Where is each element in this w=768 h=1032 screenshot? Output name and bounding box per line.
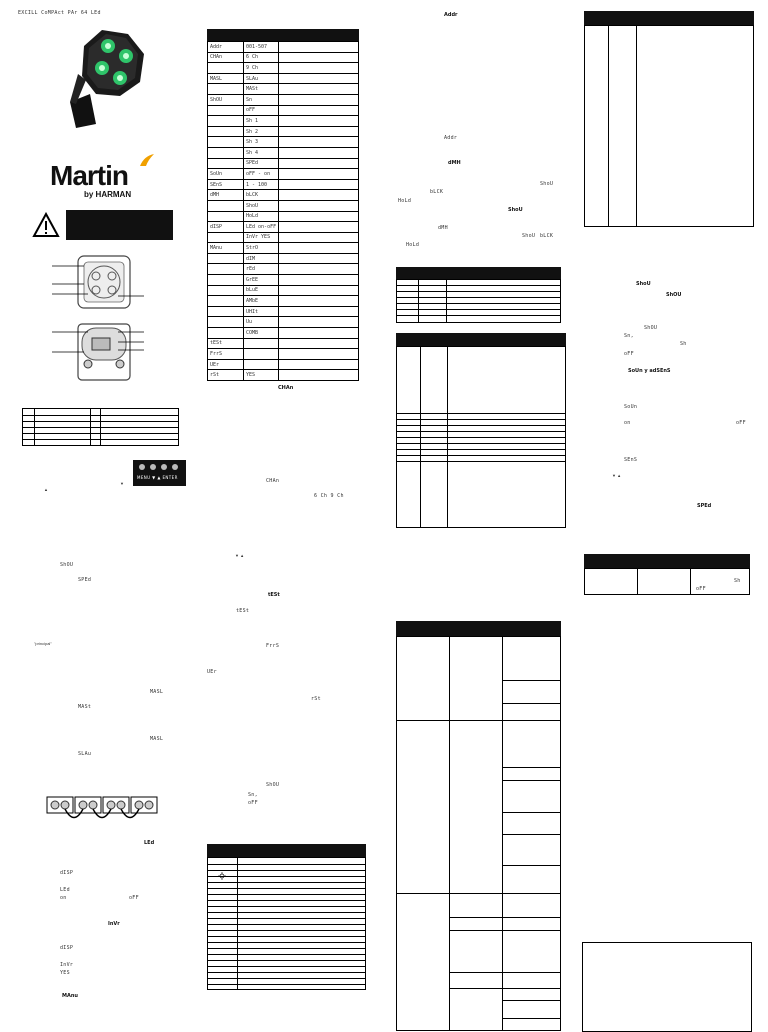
menu-option-cell: GrEE — [244, 275, 279, 286]
menu-table-row — [208, 264, 359, 275]
table-row-line — [449, 972, 561, 973]
function-table-header — [396, 621, 561, 636]
table-row-line — [502, 1018, 561, 1019]
sh-range: Sh — [680, 341, 687, 347]
speed-heading: SPEd — [697, 503, 712, 509]
menu-option-cell: 001-507 — [244, 42, 279, 53]
down-button[interactable] — [150, 464, 156, 470]
dmx-6ch-header — [396, 267, 561, 279]
channel-table-header — [584, 11, 754, 25]
table-row-line — [396, 443, 566, 444]
menu-description-cell — [279, 105, 359, 116]
off-label: oFF — [129, 895, 139, 901]
table-row-line — [207, 888, 366, 889]
table-row-line — [207, 984, 366, 985]
menu-option-cell: Uu — [244, 317, 279, 328]
table-row-line — [207, 954, 366, 955]
menu-option-cell: Sn — [244, 94, 279, 105]
menu-description-cell — [279, 359, 359, 370]
menu-option-cell: 1 - 100 — [244, 179, 279, 190]
up-label: ▲ — [157, 475, 161, 480]
menu-table-row — [208, 243, 359, 254]
table-row-line — [207, 966, 366, 967]
dmx-9ch-header — [396, 333, 566, 346]
menu-description-cell — [279, 190, 359, 201]
table-row-line — [449, 930, 561, 931]
table-row-line — [207, 882, 366, 883]
menu-table-row — [208, 359, 359, 370]
yes-label: YES — [60, 970, 70, 976]
table-row-line — [449, 917, 561, 918]
table-row-line — [207, 918, 366, 919]
menu-table-row — [208, 275, 359, 286]
show-label: ShOU — [60, 562, 74, 568]
brand-sub: by HARMAN — [84, 190, 132, 199]
show-heading-3: ShOU — [666, 292, 682, 298]
table-row-line — [207, 870, 366, 871]
menu-table-row — [208, 200, 359, 211]
up-arrow-icon: ▲ — [44, 487, 48, 492]
menu-table-row — [208, 73, 359, 84]
slav-label: SLAu — [78, 751, 92, 757]
product-image — [60, 24, 150, 130]
table-row-line — [396, 315, 561, 316]
table-row-line — [207, 900, 366, 901]
menu-option-cell: COMB — [244, 328, 279, 339]
sn-label-2: Sn, — [624, 333, 634, 339]
blck-label: bLCK — [430, 189, 444, 195]
menu-description-cell — [279, 158, 359, 169]
sens-label: SEnS — [624, 457, 638, 463]
mast-label: MASt — [78, 704, 92, 710]
table-row-line — [207, 960, 366, 961]
menu-function-cell — [208, 63, 244, 74]
off-label-3: oFF — [624, 351, 634, 357]
table-row-line — [502, 767, 561, 768]
menu-option-cell: YES — [244, 370, 279, 381]
sound-label: SoUn — [624, 404, 638, 410]
menu-option-cell: HoLd — [244, 211, 279, 222]
on-label: on — [60, 895, 67, 901]
menu-function-cell — [208, 147, 244, 158]
invr-label: InVr — [60, 962, 74, 968]
show-heading-2: ShoU — [636, 281, 651, 287]
table-row-line — [207, 972, 366, 973]
table-row-line — [207, 906, 366, 907]
menu-description-cell — [279, 285, 359, 296]
menu-function-cell: CHAn — [208, 52, 244, 63]
menu-table-row — [208, 116, 359, 127]
sn-label: Sn, — [248, 792, 258, 798]
menu-table-row — [208, 63, 359, 74]
menu-option-cell: LEd on-oFF — [244, 222, 279, 233]
up-button[interactable] — [161, 464, 167, 470]
menu-label: MENU — [137, 475, 151, 480]
menu-table-row — [208, 349, 359, 360]
test-heading: tESt — [268, 592, 280, 598]
warning-icon — [32, 212, 60, 238]
menu-table-row — [208, 158, 359, 169]
manual-heading: MAnu — [62, 993, 78, 999]
show-heading: ShoU — [508, 207, 523, 213]
principal-label: "principal" — [34, 641, 52, 646]
menu-description-cell — [279, 94, 359, 105]
menu-table-row — [208, 190, 359, 201]
table-row-line — [207, 930, 366, 931]
menu-function-cell — [208, 317, 244, 328]
menu-function-cell — [208, 275, 244, 286]
menu-button[interactable] — [139, 464, 145, 470]
menu-description-cell — [279, 84, 359, 95]
daisy-chain-diagram — [46, 796, 158, 826]
menu-table-row — [208, 306, 359, 317]
menu-description-cell — [279, 264, 359, 275]
menu-table-row — [208, 126, 359, 137]
disp-label: dISP — [60, 870, 74, 876]
dmx-table-header — [207, 844, 366, 857]
menu-option-cell: SPEd — [244, 158, 279, 169]
table-row-line — [396, 425, 566, 426]
menu-table-row — [208, 285, 359, 296]
menu-function-cell: ShOU — [208, 94, 244, 105]
off-label-2: oFF — [248, 800, 258, 806]
menu-function-cell — [208, 200, 244, 211]
table-row-line — [207, 912, 366, 913]
show-label-2: ShOU — [266, 782, 280, 788]
address-heading: Addr — [444, 12, 458, 18]
menu-function-cell: rSt — [208, 370, 244, 381]
menu-function-cell — [208, 306, 244, 317]
menu-function-cell: SoUn — [208, 169, 244, 180]
down-label: ▼ — [152, 475, 156, 480]
table-row-line — [207, 948, 366, 949]
table-row-line — [207, 864, 366, 865]
menu-option-cell: oFF — [244, 105, 279, 116]
menu-description-cell — [279, 179, 359, 190]
menu-option-cell: MASt — [244, 84, 279, 95]
table-row-line — [502, 1000, 561, 1001]
menu-function-cell: dISP — [208, 222, 244, 233]
fixture-diagram-rear — [48, 322, 152, 384]
table-row-line — [396, 455, 566, 456]
table-row-line — [396, 291, 561, 292]
table-row-line — [207, 936, 366, 937]
table-row-line — [207, 894, 366, 895]
menu-option-cell: dIM — [244, 253, 279, 264]
menu-function-cell — [208, 232, 244, 243]
menu-option-cell: UHIt — [244, 306, 279, 317]
menu-description-cell — [279, 73, 359, 84]
menu-function-cell — [208, 116, 244, 127]
speed-table-off: oFF — [696, 586, 706, 592]
enter-button[interactable] — [172, 464, 178, 470]
menu-function-cell — [208, 264, 244, 275]
menu-description-cell — [279, 211, 359, 222]
menu-description-cell — [279, 253, 359, 264]
menu-description-cell — [279, 116, 359, 127]
arrow-keys: ▼ ▲ — [235, 553, 245, 558]
hold-label-2: HoLd — [406, 242, 420, 248]
menu-description-cell — [279, 200, 359, 211]
firmware-label: FrrS — [266, 643, 280, 649]
menu-function-cell — [208, 296, 244, 307]
table-row-line — [502, 680, 561, 681]
menu-function-cell: Addr — [208, 42, 244, 53]
channel-heading: CHAn — [278, 385, 294, 391]
menu-option-cell: oFF - on — [244, 169, 279, 180]
table-row-line — [207, 876, 366, 877]
table-row-line — [502, 865, 561, 866]
menu-description-cell — [279, 317, 359, 328]
menu-description-cell — [279, 42, 359, 53]
control-panel — [133, 460, 186, 486]
menu-option-cell: StrO — [244, 243, 279, 254]
menu-option-cell: bLCK — [244, 190, 279, 201]
arrow-keys-2: ▼ ▲ — [612, 473, 622, 478]
dmx-label: dMH — [438, 225, 448, 231]
table-row-line — [502, 812, 561, 813]
show-label-4: ShoU — [522, 233, 536, 239]
menu-function-cell — [208, 126, 244, 137]
fixture-diagram-front — [48, 254, 152, 314]
table-row-line — [502, 780, 561, 781]
menu-option-cell: ShoU — [244, 200, 279, 211]
test-label: tESt — [236, 608, 250, 614]
menu-function-cell — [208, 84, 244, 95]
menu-description-cell — [279, 338, 359, 349]
chan-label: CHAn — [266, 478, 280, 484]
menu-description-cell — [279, 137, 359, 148]
bulb-icon — [218, 872, 226, 880]
menu-table-row — [208, 317, 359, 328]
menu-description-cell — [279, 126, 359, 137]
version-label: UEr — [207, 669, 217, 675]
menu-function-cell: FrrS — [208, 349, 244, 360]
brand-name: Martin — [50, 160, 128, 191]
menu-description-cell — [279, 232, 359, 243]
led-heading: LEd — [144, 840, 155, 846]
menu-option-cell: rEd — [244, 264, 279, 275]
disp-label-2: dISP — [60, 945, 74, 951]
menu-description-cell — [279, 328, 359, 339]
document-title: EXCILL CoMPAct PAr 64 LEd — [18, 10, 101, 16]
menu-option-cell: SLAu — [244, 73, 279, 84]
masl-label-2: MASL — [150, 736, 164, 742]
menu-function-cell — [208, 211, 244, 222]
menu-function-cell: SEnS — [208, 179, 244, 190]
table-row-line — [502, 834, 561, 835]
menu-table-row — [208, 52, 359, 63]
menu-function-cell — [208, 137, 244, 148]
menu-function-cell: dMH — [208, 190, 244, 201]
menu-description-cell — [279, 349, 359, 360]
menu-table-row — [208, 370, 359, 381]
reset-label: rSt — [311, 696, 321, 702]
menu-option-cell — [244, 349, 279, 360]
brand-logo — [50, 160, 160, 200]
menu-option-cell: Sh 3 — [244, 137, 279, 148]
notes-box — [582, 942, 752, 1032]
table-row-line — [449, 988, 561, 989]
menu-description-cell — [279, 243, 359, 254]
menu-table-row — [208, 296, 359, 307]
table-row-line — [502, 703, 561, 704]
show-label-5: ShOU — [644, 325, 658, 331]
off-label-4: oFF — [736, 420, 746, 426]
menu-description-cell — [279, 306, 359, 317]
speed-table-header — [584, 554, 750, 568]
menu-table-row — [208, 147, 359, 158]
menu-function-cell — [208, 158, 244, 169]
menu-description-cell — [279, 222, 359, 233]
menu-function-cell — [208, 285, 244, 296]
menu-option-cell: 6 Ch — [244, 52, 279, 63]
table-row-line — [396, 419, 566, 420]
menu-table-row — [208, 338, 359, 349]
show-label-3: ShoU — [540, 181, 554, 187]
menu-option-cell: Sh 4 — [244, 147, 279, 158]
blck-label-2: bLCK — [540, 233, 554, 239]
menu-table-row — [208, 222, 359, 233]
channel-table — [584, 25, 754, 227]
menu-table-row — [208, 211, 359, 222]
masl-label: MASL — [150, 689, 164, 695]
table-row-line — [396, 449, 566, 450]
menu-option-cell: InVr YES — [244, 232, 279, 243]
menu-description-cell — [279, 52, 359, 63]
sound-sens-heading: SoUn y adSEnS — [628, 368, 671, 374]
menu-function-cell — [208, 105, 244, 116]
menu-table-row — [208, 137, 359, 148]
menu-function-cell — [208, 328, 244, 339]
menu-table-row — [208, 328, 359, 339]
table-row-line — [396, 437, 566, 438]
table-row-line — [396, 461, 566, 462]
menu-table-header — [207, 29, 359, 41]
table-row-line — [396, 309, 561, 310]
table-row-line — [396, 720, 561, 721]
addr-label: Addr — [444, 135, 458, 141]
table-row-line — [396, 431, 566, 432]
invert-heading: InVr — [108, 921, 120, 927]
menu-option-cell: 9 Ch — [244, 63, 279, 74]
menu-option-cell: Sh 2 — [244, 126, 279, 137]
menu-description-cell — [279, 169, 359, 180]
led-label: LEd — [60, 887, 70, 893]
menu-table-row — [208, 84, 359, 95]
menu-table-row — [208, 94, 359, 105]
speed-table — [584, 568, 750, 595]
menu-function-cell: tESt — [208, 338, 244, 349]
menu-description-cell — [279, 147, 359, 158]
menu-description-cell — [279, 296, 359, 307]
table-row-line — [396, 893, 561, 894]
table-row-line — [207, 924, 366, 925]
menu-table-row — [208, 232, 359, 243]
warning-box — [66, 210, 173, 240]
enter-label: ENTER — [162, 475, 178, 480]
hold-label: HoLd — [398, 198, 412, 204]
down-arrow-icon: ▼ — [120, 481, 124, 486]
table-row-line — [396, 413, 566, 414]
menu-function-cell — [208, 253, 244, 264]
table-row-line — [396, 297, 561, 298]
chan-options: 6 Ch 9 Ch — [314, 493, 344, 499]
menu-option-cell — [244, 338, 279, 349]
menu-description-cell — [279, 370, 359, 381]
menu-function-cell: MAnu — [208, 243, 244, 254]
menu-option-cell — [244, 359, 279, 370]
menu-table — [207, 41, 359, 381]
menu-function-cell: MASL — [208, 73, 244, 84]
table-row-line — [396, 285, 561, 286]
menu-table-row — [208, 42, 359, 53]
menu-table-row — [208, 169, 359, 180]
menu-function-cell: UEr — [208, 359, 244, 370]
table-row-line — [396, 303, 561, 304]
speed-table-sh: Sh — [734, 578, 741, 584]
menu-option-cell: Sh 1 — [244, 116, 279, 127]
logo-mark-icon — [138, 152, 156, 168]
on-label-2: on — [624, 420, 631, 426]
menu-option-cell: AMbE — [244, 296, 279, 307]
menu-table-row — [208, 105, 359, 116]
speed-label: SPEd — [78, 577, 92, 583]
menu-description-cell — [279, 275, 359, 286]
menu-table-row — [208, 253, 359, 264]
menu-option-cell: bLuE — [244, 285, 279, 296]
dmx-heading: dMH — [448, 160, 461, 166]
menu-description-cell — [279, 63, 359, 74]
menu-table-row — [208, 179, 359, 190]
table-row-line — [207, 942, 366, 943]
table-row-line — [207, 978, 366, 979]
